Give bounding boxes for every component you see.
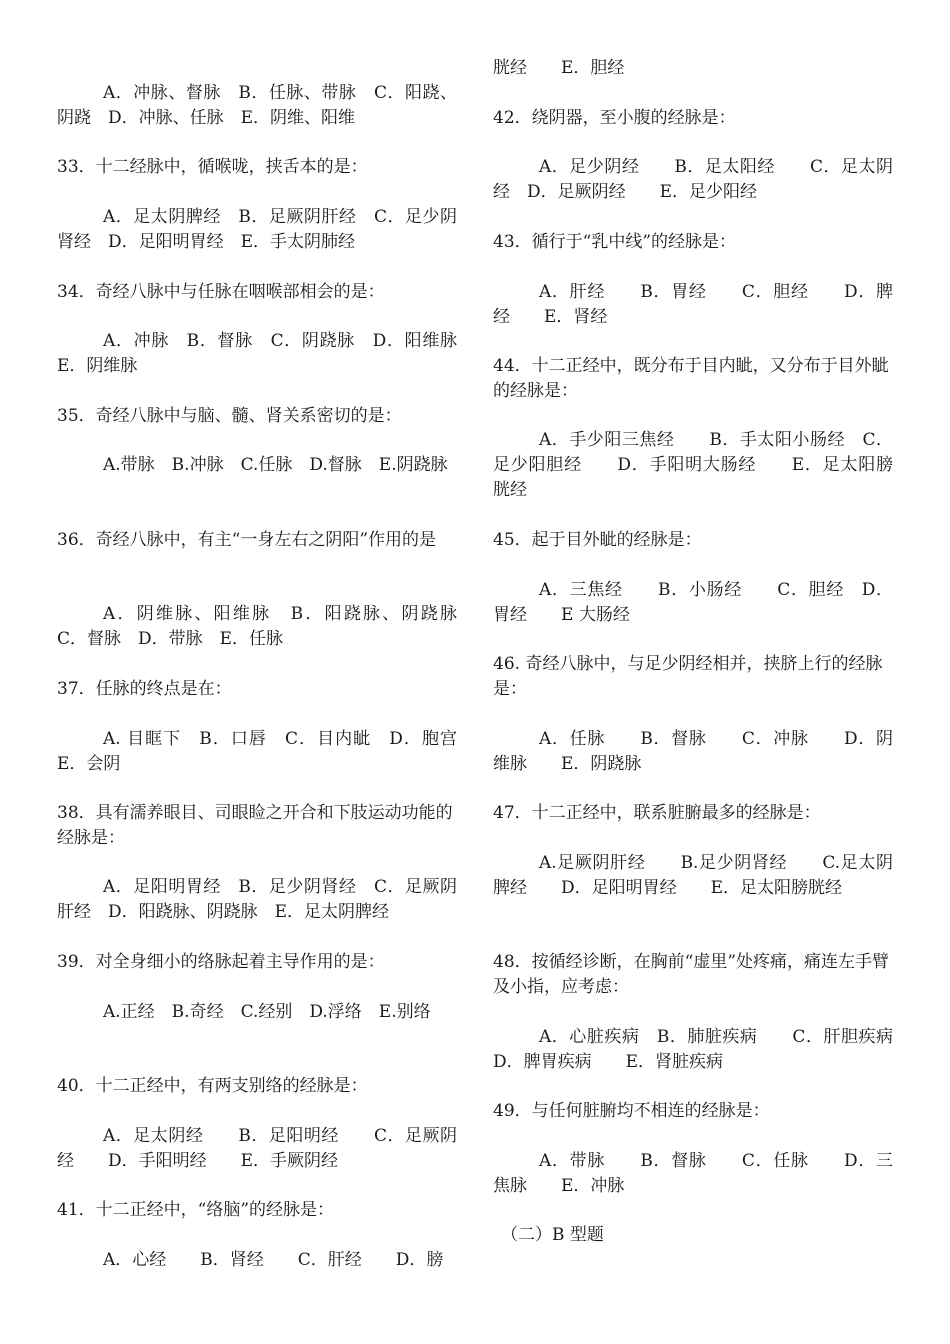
answer-options-39: A.正经 B.奇经 C.经别 D.浮络 E.别络 (103, 1002, 431, 1022)
answer-options-33: A．足太阴脾经 B．足厥阴肝经 C．足少阴肾经 D．足阳明胃经 E．手太阴肺经 (57, 207, 457, 252)
answer-options-46: A．任脉 B．督脉 C．冲脉 D．阴维脉 E．阴跷脉 (493, 729, 893, 774)
answer-options-45: A．三焦经 B．小肠经 C．胆经 D．胃经 E 大肠经 (493, 580, 893, 625)
answer-options-41: A．心经 B．肾经 C．肝经 D．膀 (103, 1250, 444, 1270)
answer-options-37: A. 目眶下 B．口唇 C．目内眦 D．胞宫 E．会阴 (57, 729, 474, 774)
question-37: 37．任脉的终点是在： (57, 679, 232, 699)
answer-options-48: A．心脏疾病 B．肺脏疾病 C．肝胆疾病 D．脾胃疾病 E．肾脏疾病 (493, 1027, 927, 1072)
question-48: 48．按循经诊断，在胸前“虚里”处疼痛，痛连左手臂及小指，应考虑： (493, 952, 890, 997)
answer-options-38: A．足阳明胃经 B．足少阴肾经 C．足厥阴肝经 D．阳跷脉、阴跷脉 E．足太阴脾经 (57, 877, 457, 922)
question-45: 45．起于目外眦的经脉是： (493, 530, 702, 550)
answer-options-40: A．足太阴经 B．足阳明经 C．足厥阴经 D．手阳明经 E．手厥阴经 (57, 1126, 457, 1171)
question-34: 34．奇经八脉中与任脉在咽喉部相会的是： (57, 282, 385, 302)
answer-options-35: A.带脉 B.冲脉 C.任脉 D.督脉 E.阴跷脉 (103, 455, 448, 475)
question-43: 43．循行于“乳中线”的经脉是： (493, 232, 737, 252)
question-36: 36．奇经八脉中，有主“一身左右之阴阳”作用的是 (57, 530, 437, 550)
question-41: 41．十二正经中，“络脑”的经脉是： (57, 1200, 335, 1220)
question-42: 42．绕阴器，至小腹的经脉是： (493, 108, 736, 128)
question-33: 33．十二经脉中，循喉咙，挟舌本的是： (57, 157, 368, 177)
answer-options-43: A．肝经 B．胃经 C．胆经 D．脾经 E．肾经 (493, 282, 893, 327)
question-40: 40．十二正经中，有两支别络的经脉是： (57, 1076, 368, 1096)
answer-options-47: A.足厥阴肝经 B.足少阴肾经 C.足太阴脾经 D．足阳明胃经 E．足太阳膀胱经 (493, 853, 893, 898)
section-heading: （二）B 型题 (501, 1225, 604, 1245)
answer-options-44: A．手少阳三焦经 B．手太阳小肠经 C．足少阳胆经 D．手阳明大肠经 E．足太阳膀胱经 (493, 430, 893, 500)
answer-options-41-continued: 胱经 E．胆经 (493, 58, 625, 78)
answer-options-49: A．带脉 B．督脉 C．任脉 D．三焦脉 E．冲脉 (493, 1151, 893, 1196)
question-49: 49．与任何脏腑均不相连的经脉是： (493, 1101, 770, 1121)
question-44: 44．十二正经中，既分布于目内眦，又分布于目外眦的经脉是： (493, 356, 889, 401)
answer-options-36: A．阴维脉、阳维脉 B．阳跷脉、阴跷脉 C．督脉 D．带脉 E．任脉 (57, 604, 474, 649)
question-46: 46. 奇经八脉中，与足少阴经相并，挟脐上行的经脉是： (493, 654, 883, 699)
question-39: 39．对全身细小的络脉起着主导作用的是： (57, 952, 385, 972)
answer-options-32: A．冲脉、督脉 B．任脉、带脉 C．阳跷、阴跷 D．冲脉、任脉 E．阴维、阳维 (57, 83, 457, 128)
answer-options-34: A．冲脉 B．督脉 C．阴跷脉 D．阳维脉 E．阴维脉 (57, 331, 474, 376)
answer-options-42: A．足少阴经 B．足太阳经 C．足太阴经 D．足厥阴经 E．足少阳经 (493, 157, 893, 202)
question-38: 38．具有濡养眼目、司眼睑之开合和下肢运动功能的经脉是： (57, 803, 453, 848)
question-35: 35．奇经八脉中与脑、髓、肾关系密切的是： (57, 406, 402, 426)
question-47: 47．十二正经中，联系脏腑最多的经脉是： (493, 803, 821, 823)
